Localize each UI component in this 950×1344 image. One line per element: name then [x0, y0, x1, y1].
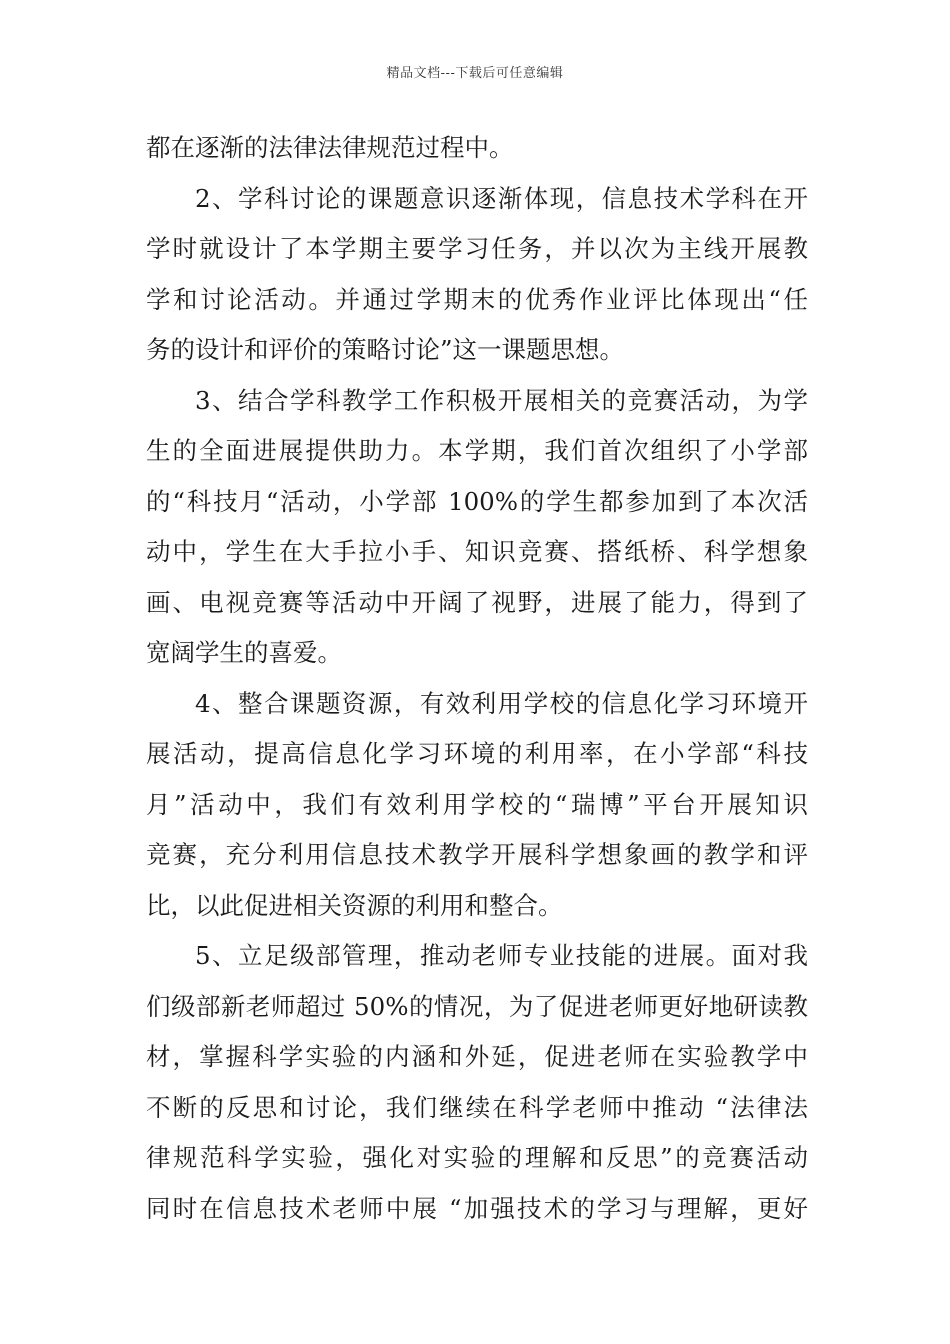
text-line: 月”活动中，我们有效利用学校的“瑞博”平台开展知识: [146, 789, 808, 819]
text-line: 学时就设计了本学期主要学习任务，并以次为主线开展教: [146, 234, 808, 263]
text-line: 的“科技月“活动，小学部 100%的学生都参加到了本次活: [146, 486, 808, 516]
text-line: 们级部新老师超过 50%的情况，为了促进老师更好地研读教: [146, 991, 808, 1021]
paragraph-first-line: 4、整合课题资源，有效利用学校的信息化学习环境开: [195, 688, 808, 718]
page-header: 精品文档---下载后可任意编辑: [386, 66, 564, 81]
text-line: 展活动，提高信息化学习环境的利用率，在小学部“科技: [146, 739, 808, 768]
document-body: [146, 128, 808, 1239]
text-line: 同时在信息技术老师中展 “加强技术的学习与理解，更好: [146, 1193, 808, 1223]
text-line: 画、电视竞赛等活动中开阔了视野，进展了能力，得到了: [146, 587, 808, 617]
paragraph-first-line: 2、学科讨论的课题意识逐渐体现，信息技术学科在开: [195, 183, 808, 213]
paragraph-first-line: 3、结合学科教学工作积极开展相关的竞赛活动，为学: [195, 385, 808, 415]
paragraph-first-line: 5、立足级部管理，推动老师专业技能的进展。面对我: [195, 941, 808, 970]
text-line: 宽阔学生的喜爱。: [146, 638, 342, 667]
text-line: 竞赛，充分利用信息技术教学开展科学想象画的教学和评: [146, 840, 808, 869]
text-line: 务的设计和评价的策略讨论”这一课题思想。: [146, 335, 625, 364]
text-line: 生的全面进展提供助力。本学期，我们首次组织了小学部: [146, 436, 808, 465]
text-line: 不断的反思和讨论，我们继续在科学老师中推动 “法律法: [146, 1092, 808, 1122]
text-line: 律规范科学实验，强化对实验的理解和反思”的竞赛活动: [146, 1143, 808, 1172]
text-line: 都在逐渐的法律法律规范过程中。: [146, 133, 514, 162]
text-line: 动中，学生在大手拉小手、知识竞赛、搭纸桥、科学想象: [146, 537, 808, 566]
text-line: 学和讨论活动。并通过学期末的优秀作业评比体现出“任: [146, 284, 808, 314]
text-line: 材，掌握科学实验的内涵和外延，促进老师在实验教学中: [146, 1042, 808, 1071]
text-line: 比，以此促进相关资源的利用和整合。: [146, 890, 563, 920]
